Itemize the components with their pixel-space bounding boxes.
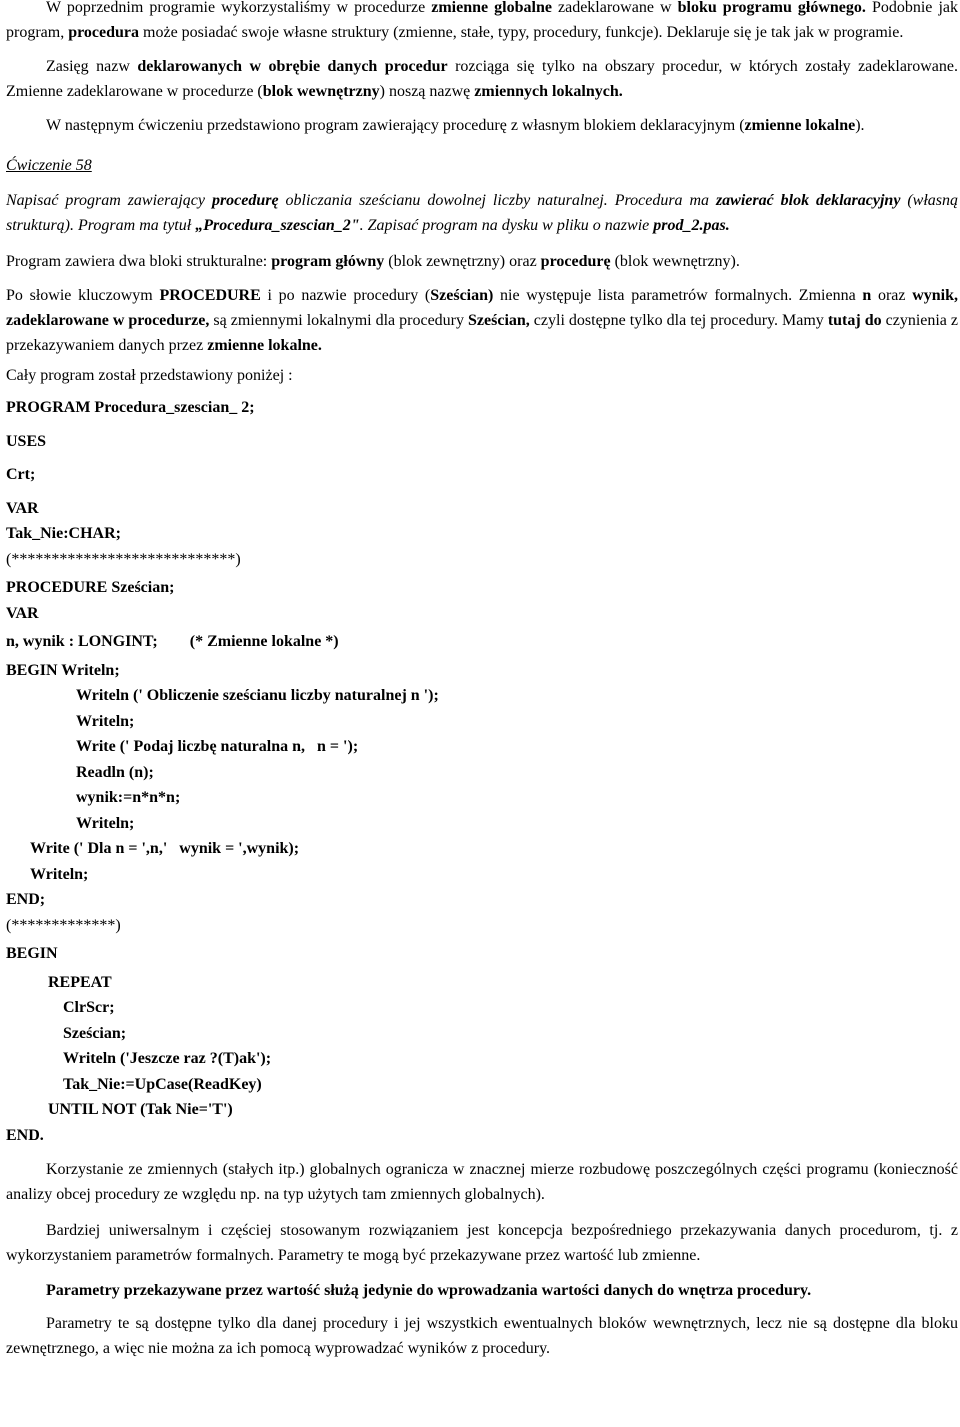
code-line: BEGIN (6, 945, 58, 962)
text: obliczania sześcianu dowolnej liczby naturalnej. Procedura ma (278, 192, 716, 209)
bold-text: program główny (271, 253, 385, 270)
text: W następnym ćwiczeniu przedstawiono program zawierający procedurę z własnym blokiem deklaracyjnym ( (46, 117, 745, 134)
bold-text: zmiennych lokalnych. (474, 83, 623, 100)
document-page (6, 0, 958, 1361)
paragraph-formal-parameters: Bardziej uniwersalnym i częściej stosowanym rozwiązaniem jest koncepcja bezpośredniego przekazywania danych procedurom, tj. z wykorzystaniem parametrów formalnych. Parametry te mogą być przekazywane przez wartość lub zmienne. (6, 1222, 958, 1264)
text: ). (855, 117, 865, 134)
bold-text: procedurę (211, 192, 279, 209)
text: czyli dostępne tylko dla tej procedury. Mamy (529, 312, 828, 329)
paragraph-value-parameters (6, 1278, 958, 1303)
paragraph-structural-blocks (6, 249, 958, 274)
bold-text: deklarowanych w obrębie danych procedur (137, 58, 448, 75)
code-line: Writeln ('Jeszcze raz ?(T)ak'); (63, 1050, 272, 1067)
bold-text: blok wewnętrzny (262, 83, 380, 100)
text: i po nazwie procedury ( (260, 287, 431, 304)
code-declaration: n, wynik : LONGINT; (6, 633, 158, 650)
code-line: Writeln; (76, 712, 135, 730)
text: Podobnie jak program, (6, 0, 959, 41)
code-line: Readln (n); (76, 763, 154, 781)
bold-text: n (862, 287, 872, 304)
bold-text: prod_2.pas. (653, 217, 730, 234)
text: rozciąga się tylko na obszary procedur, w których zostały zadeklarowane. Zmienne zadeklarowane w procedurze ( (6, 58, 959, 100)
text: (blok zewnętrzny) oraz (384, 253, 541, 270)
bold-text: bloku programu głównego. (677, 0, 866, 16)
text: Po słowie kluczowym (6, 287, 160, 304)
paragraph-parameter-scope: Parametry te są dostępne tylko dla danej procedury i jej wszystkich ewentualnych bloków wewnętrznych, lecz nie są dostępne dla bloku zewnętrznego, a więc nie można za ich pomocą wyprowadzać wyników z procedury. (6, 1315, 958, 1357)
code-line: Write (' Dla n = ',n,' wynik = ',wynik); (30, 840, 300, 857)
exercise-text (6, 188, 958, 238)
paragraph-next-exercise (6, 113, 958, 138)
code-line: BEGIN Writeln; (6, 661, 120, 679)
text: Program zawiera dwa bloki strukturalne: (6, 253, 272, 270)
code-line: USES (6, 432, 47, 450)
code-line (6, 629, 958, 655)
text: czynienia z przekazywaniem danych przez (6, 312, 959, 354)
text: oraz (871, 287, 913, 304)
bold-text: PROCEDURE (159, 287, 261, 304)
code-line: VAR (6, 499, 39, 517)
text: W poprzednim programie wykorzystaliśmy w procedurze (46, 0, 432, 16)
code-line: VAR (6, 604, 39, 622)
code-line: REPEAT (48, 973, 112, 991)
bold-text: procedura (68, 24, 140, 41)
code-line: Sześcian; (63, 1024, 127, 1042)
code-line: Writeln; (76, 814, 135, 832)
code-listing (6, 395, 958, 1148)
code-line: Writeln; (30, 865, 89, 883)
code-line: END; (6, 891, 46, 908)
bold-text: zmienne globalne (431, 0, 552, 16)
text: (blok wewnętrzny). (610, 253, 740, 270)
code-line: Crt; (6, 466, 36, 483)
text: może posiadać swoje własne struktury (zmienne, stałe, typy, procedury, funkcje). Deklaruje się je tak jak w programie. (139, 24, 904, 41)
bold-text: tutaj do (827, 312, 882, 329)
bold-text: Sześcian) (430, 287, 494, 304)
code-line: UNTIL NOT (Tak Nie='T') (48, 1101, 233, 1118)
text: ) noszą nazwę (379, 83, 475, 100)
code-line: Write (' Podaj liczbę naturalna n, n = '); (76, 738, 359, 755)
code-line: PROGRAM Procedura_szescian_ 2; (6, 399, 255, 416)
code-comment: (* Zmienne lokalne *) (189, 633, 339, 650)
code-line: (*************) (6, 916, 121, 934)
text: (własną strukturą). Program ma tytuł (6, 192, 959, 234)
text: nie występuje lista parametrów formalnych. Zmienna (493, 287, 863, 304)
bold-text: Parametry przekazywane przez wartość służą jedynie do wprowadzania wartości danych do wnętrza procedury. (46, 1282, 812, 1299)
code-line: Writeln (' Obliczenie sześcianu liczby naturalnej n '); (76, 687, 439, 704)
text: . Zapisać program na dysku w pliku o nazwie (359, 217, 654, 234)
bold-text: zmienne lokalne (744, 117, 856, 134)
paragraph-program-intro: Cały program został przedstawiony poniżej : (6, 367, 293, 384)
code-line: (****************************) (6, 550, 241, 568)
code-line: PROCEDURE Sześcian; (6, 579, 175, 596)
code-line: wynik:=n*n*n; (76, 789, 181, 806)
bold-text: Sześcian, (468, 312, 530, 329)
code-line: END. (6, 1126, 44, 1144)
text: Napisać program zawierający (6, 192, 212, 209)
paragraph-global-limits: Korzystanie ze zmiennych (stałych itp.) globalnych ogranicza w znacznej mierze rozbudowę poszczególnych części programu (konieczność analizy obcej procedury ze względu np. na typ użytych tam zmiennych globalnych). (6, 1161, 958, 1203)
bold-text: wynik, zadeklarowane w procedurze, (6, 287, 959, 329)
bold-text: „Procedura_szescian_2" (195, 217, 360, 234)
text: Zasięg nazw (46, 58, 138, 75)
paragraph-procedure-keyword (6, 283, 958, 358)
paragraph-global-variables (6, 0, 958, 45)
exercise-title (6, 153, 958, 178)
text: zadeklarowane w (551, 0, 678, 16)
code-line: ClrScr; (63, 999, 115, 1016)
exercise-heading: Ćwiczenie 58 (6, 157, 92, 174)
code-line: Tak_Nie:=UpCase(ReadKey) (63, 1075, 262, 1093)
code-line: Tak_Nie:CHAR; (6, 525, 121, 542)
text: są zmiennymi lokalnymi dla procedury (209, 312, 469, 329)
bold-text: zmienne lokalne. (207, 337, 322, 354)
bold-text: zawierać blok deklaracyjny (715, 192, 901, 209)
paragraph-name-scope (6, 54, 958, 104)
bold-text: procedurę (540, 253, 611, 270)
